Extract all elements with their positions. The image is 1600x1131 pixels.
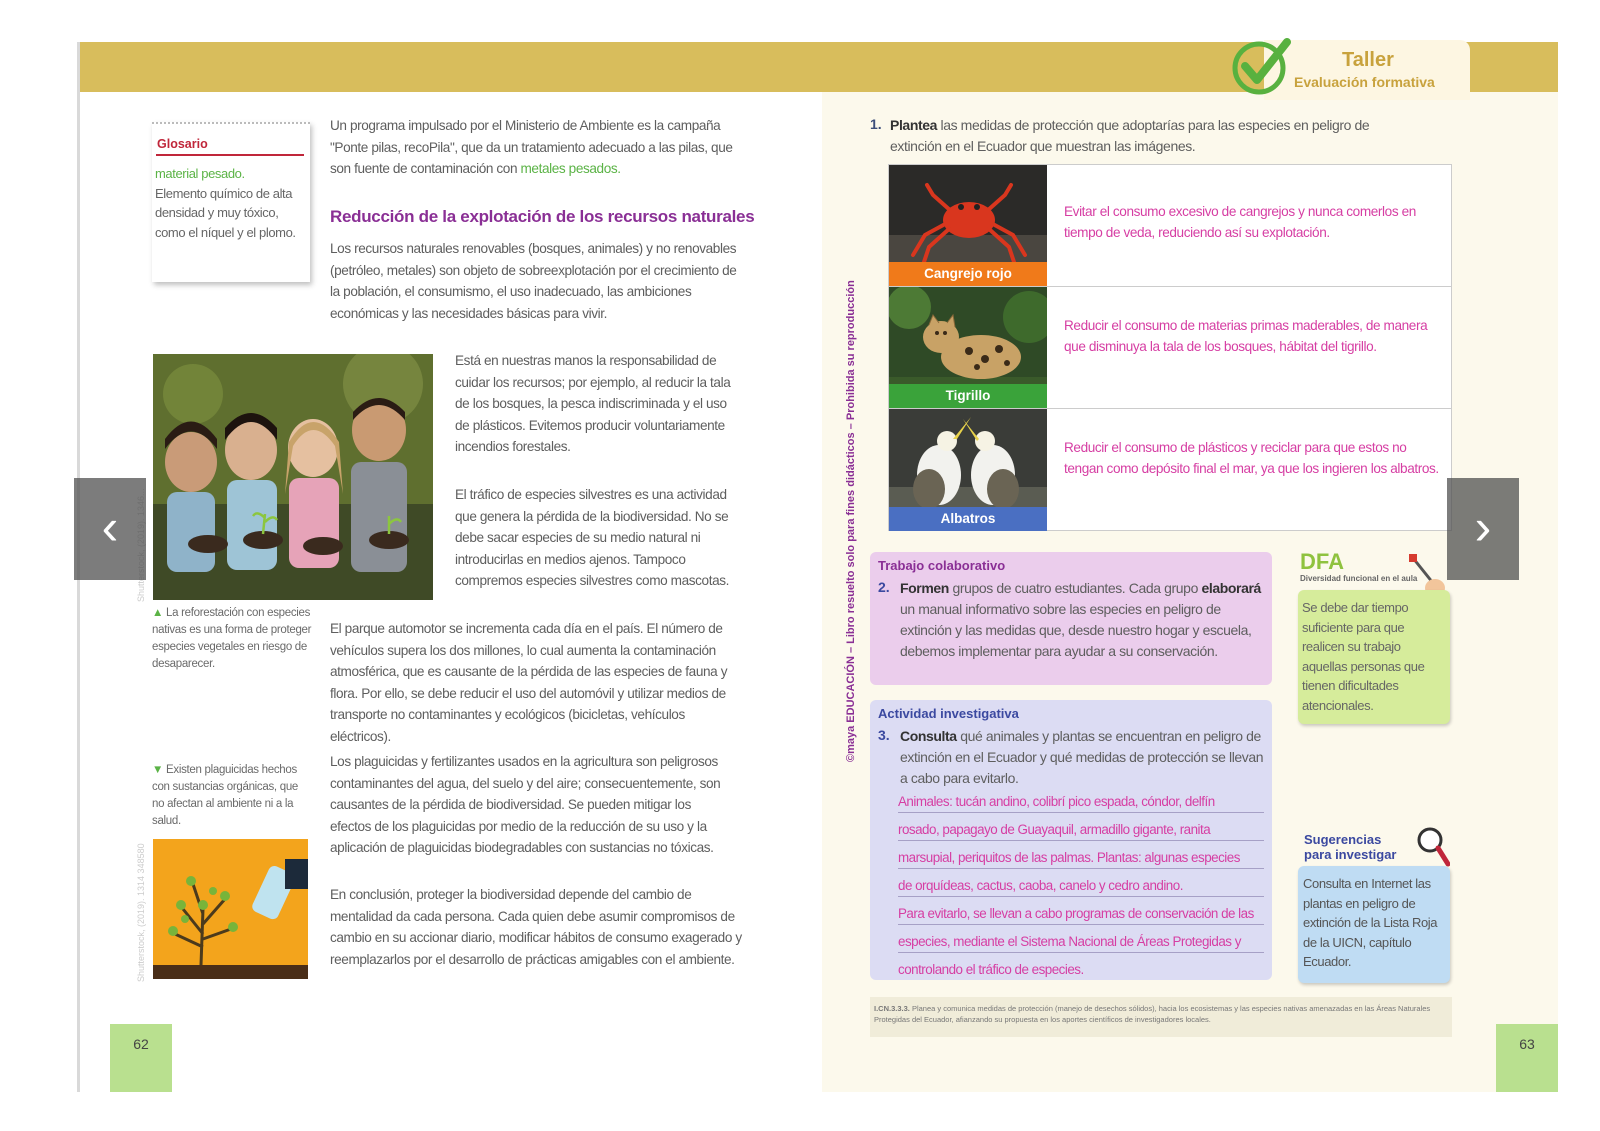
caption-reforestation bbox=[152, 605, 312, 673]
species-answer-ocelot: Reducir el consumo de materias primas maderables, de manera que disminuya la tala de los bosques, hábitat del tigrillo. bbox=[1064, 318, 1428, 354]
question-3-text bbox=[900, 726, 1266, 789]
species-answer-albatross: Reducir el consumo de plásticos y reciclar para que estos no tengan como depósito final el mar, ya que los ingieren los albatros. bbox=[1064, 440, 1439, 476]
sugerencias-title-1: Sugerencias bbox=[1304, 832, 1382, 847]
taller-title: Taller bbox=[1342, 49, 1394, 71]
magnifier-icon bbox=[1414, 824, 1450, 868]
glossary-box bbox=[152, 122, 310, 282]
answer-line: Animales: tucán andino, colibrí pico espada, cóndor, delfín bbox=[898, 794, 1215, 809]
actividad-investigativa-box bbox=[870, 700, 1272, 980]
section-title: Reducción de la explotación de los recursos naturales bbox=[330, 207, 755, 226]
intro-text: Un programa impulsado por el Ministerio de Ambiente es la campaña "Ponte pilas, recoPila", que da un tratamiento adecuado a las pilas, que son fuente de contaminación con bbox=[330, 118, 733, 176]
left-header-band bbox=[80, 42, 822, 92]
dfa-title: DFA bbox=[1300, 549, 1344, 574]
question-2-number: 2. bbox=[878, 579, 890, 595]
glossary-term: material pesado. bbox=[155, 166, 245, 181]
taller-subtitle: Evaluación formativa bbox=[1294, 74, 1435, 90]
question-2-verb-2: elaborará bbox=[1201, 580, 1261, 596]
left-page bbox=[77, 42, 822, 1092]
species-row bbox=[889, 287, 1451, 409]
caption-triangle-down-icon: ▼ bbox=[152, 764, 164, 776]
answer-line: de orquídeas, cactus, caoba, canelo y cedro andino. bbox=[898, 878, 1183, 893]
organic-pesticide-illustration bbox=[153, 839, 308, 979]
question-1-text bbox=[890, 115, 1420, 157]
answer-line: Para evitarlo, se llevan a cabo programas de conservación de las bbox=[898, 906, 1254, 921]
footer-text: Planea y comunica medidas de protección (manejo de desechos sólidos), hacia los ecosistemas y las especies nativas amenazadas en las Áreas Naturales Protegidas del Ecuador, afianzando su propuesta en los aportes científicos de investigadores locales. bbox=[874, 1004, 1431, 1024]
paragraph-5: Los plaguicidas y fertilizantes usados en la agricultura son peligrosos contaminantes del agua, del suelo y del aire; consecuentemente, son causantes de la pérdida de biodiversidad. Se pueden mitigar los efectos de los plaguicidas por medio de la reducción de su uso y la aplicación de plaguicidas biodegradables con sustancias no tóxicas. bbox=[330, 754, 721, 855]
sugerencias-box bbox=[1298, 866, 1450, 983]
question-1-number: 1. bbox=[870, 116, 882, 132]
answer-rule bbox=[898, 840, 1264, 841]
checkmark-icon bbox=[1229, 38, 1291, 96]
caption-pesticides bbox=[152, 762, 312, 830]
curriculum-footer bbox=[870, 997, 1452, 1037]
question-2-text bbox=[900, 578, 1266, 662]
paragraph-1: Los recursos naturales renovables (bosques, animales) y no renovables (petróleo, metales) son objeto de sobreexplotación por el crecimiento de la población, el consumismo, el uso inadecuado, las ambiciones económicas y las necesidades básicas para vivir. bbox=[330, 241, 737, 321]
caption-reforestation-text: La reforestación con especies nativas es una forma de proteger especies vegetales en riesgo de desaparecer. bbox=[152, 607, 312, 670]
answer-line: marsupial, periquitos de las palmas. Plantas: algunas especies bbox=[898, 850, 1240, 865]
question-1-body: las medidas de protección que adoptarías para las especies en peligro de extinción en el Ecuador que muestran las imágenes. bbox=[890, 117, 1370, 154]
caption-pesticides-text: Existen plaguicidas hechos con sustancias orgánicas, que no afectan al ambiente ni a la salud. bbox=[152, 764, 299, 827]
answer-rule bbox=[898, 868, 1264, 869]
question-3-number: 3. bbox=[878, 727, 890, 743]
page-number-left: 62 bbox=[110, 1024, 172, 1092]
glossary-rule bbox=[156, 154, 304, 156]
reforestation-photo bbox=[153, 354, 433, 600]
answer-line: especies, mediante el Sistema Nacional de Áreas Protegidas y bbox=[898, 934, 1241, 949]
answer-rule bbox=[898, 924, 1264, 925]
trabajo-colaborativo-box bbox=[870, 552, 1272, 685]
next-page-button[interactable]: › bbox=[1447, 478, 1519, 580]
species-label-crab: Cangrejo rojo bbox=[889, 262, 1047, 286]
answer-rule bbox=[898, 812, 1264, 813]
species-answer-crab: Evitar el consumo excesivo de cangrejos y nunca comerlos en tiempo de veda, reduciendo así su explotación. bbox=[1064, 204, 1416, 240]
species-label-ocelot: Tigrillo bbox=[889, 384, 1047, 408]
glossary-definition: Elemento químico de alta densidad y muy tóxico, como el níquel y el plomo. bbox=[155, 185, 296, 240]
answer-line: controlando el tráfico de especies. bbox=[898, 962, 1084, 977]
paragraph-2: Está en nuestras manos la responsabilidad de cuidar los recursos; por ejemplo, al reducir la tala de los bosques, la pesca indiscriminada y el uso de plásticos. Evitemos producir voluntariamente incendios forestales. bbox=[455, 353, 731, 454]
paragraph-6: En conclusión, proteger la biodiversidad depende del cambio de mentalidad da cada persona. Cada quien debe asumir compromisos de cambio en su accionar diario, modificar hábitos de consumo exagerado y reemplazarlos por el desarrollo de prácticas amigables con el ambiente. bbox=[330, 887, 742, 967]
glossary-definition-block bbox=[155, 164, 305, 242]
page-number-right: 63 bbox=[1496, 1024, 1558, 1092]
species-label-albatross: Albatros bbox=[889, 507, 1047, 531]
paragraph-4: El parque automotor se incrementa cada día en el país. El número de vehículos supera los dos millones, lo cual aumenta la contaminación atmosférica, que es causante de la pérdida de las especies de fauna y flora. Por ello, se debe reducir el uso del automóvil y utilizar medios de transporte no contaminantes y ecológicos (bicicletas, vehículos eléctricos). bbox=[330, 621, 728, 744]
question-1-verb: Plantea bbox=[890, 117, 937, 133]
photo-credit-2: Shutterstock, (2019). 1314 348580 bbox=[136, 843, 146, 982]
dfa-subtitle: Diversidad funcional en el aula bbox=[1300, 574, 1418, 583]
previous-page-button[interactable]: ‹ bbox=[74, 478, 146, 580]
sugerencias-text: Consulta en Internet las plantas en peligro de extinción de la Lista Roja de la UICN, capítulo Ecuador. bbox=[1303, 876, 1438, 969]
species-row bbox=[889, 409, 1451, 531]
publisher-vertical-notice: ©maya EDUCACIÓN – Libro resuelto solo para fines didácticos – Prohibida su reproducción bbox=[845, 280, 857, 762]
question-2-body-1: grupos de cuatro estudiantes. Cada grupo bbox=[948, 580, 1202, 596]
intro-highlight: metales pesados. bbox=[520, 161, 621, 176]
caption-triangle-up-icon: ▲ bbox=[152, 607, 164, 619]
answer-rule bbox=[898, 896, 1264, 897]
question-2-body-2: un manual informativo sobre las especies en peligro de extinción y las medidas que, desde nuestro hogar y escuela, debemos implementar para ayudar a su conservación. bbox=[900, 601, 1252, 659]
actividad-heading: Actividad investigativa bbox=[878, 706, 1019, 721]
dfa-text: Se debe dar tiempo suficiente para que realicen su trabajo aquellas personas que tienen dificultades atencionales. bbox=[1302, 600, 1425, 713]
paragraph-3: El tráfico de especies silvestres es una actividad que genera la pérdida de la biodiversidad. No se debe sacar especies de su medio natural ni introducirlas en medios ajenos. Tampoco compremos especies silvestres como mascotas. bbox=[455, 487, 730, 588]
sugerencias-title-2: para investigar bbox=[1304, 847, 1397, 862]
answer-line: rosado, papagayo de Guayaquil, armadillo gigante, ranita bbox=[898, 822, 1211, 837]
footer-code: I.CN.3.3.3. bbox=[874, 1004, 910, 1013]
answer-rule bbox=[898, 952, 1264, 953]
question-3-body: qué animales y plantas se encuentran en peligro de extinción en el Ecuador y qué medidas de protección se llevan a cabo para evitarlo. bbox=[900, 728, 1264, 786]
question-3-verb: Consulta bbox=[900, 728, 957, 744]
glossary-title: Glosario bbox=[157, 137, 208, 151]
trabajo-heading: Trabajo colaborativo bbox=[878, 558, 1006, 573]
intro-paragraph bbox=[330, 115, 745, 180]
species-table bbox=[888, 164, 1452, 531]
sugerencias-title bbox=[1304, 832, 1397, 862]
question-2-verb: Formen bbox=[900, 580, 949, 596]
species-row bbox=[889, 165, 1451, 287]
dfa-box bbox=[1298, 590, 1450, 724]
